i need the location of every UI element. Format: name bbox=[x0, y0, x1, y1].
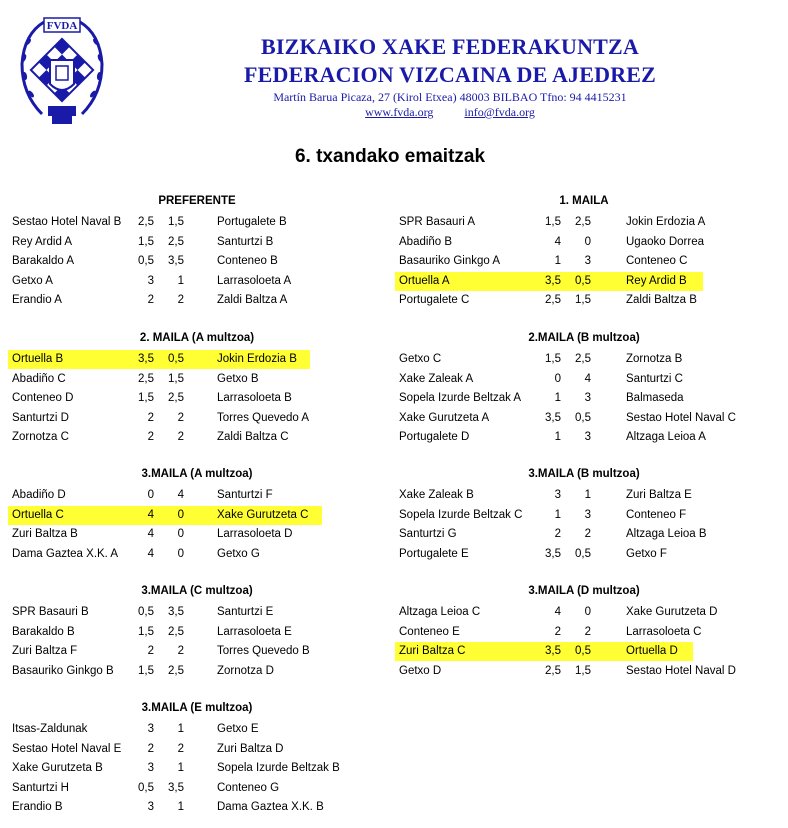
logo-text: FVDA bbox=[46, 20, 78, 32]
home-score: 2 bbox=[147, 431, 154, 443]
match-row bbox=[395, 545, 743, 564]
home-score: 0 bbox=[147, 489, 154, 501]
home-team: Ortuella A bbox=[399, 274, 450, 287]
away-team: Larrasoloeta E bbox=[217, 625, 292, 638]
home-score: 3 bbox=[147, 801, 154, 813]
away-team: Santurtzi F bbox=[217, 489, 273, 501]
home-score: 4 bbox=[554, 606, 561, 618]
away-score: 1 bbox=[177, 723, 184, 735]
match-row bbox=[8, 486, 322, 505]
away-team: Zornotza B bbox=[626, 353, 683, 365]
match-row bbox=[395, 409, 743, 428]
away-score: 0 bbox=[177, 508, 184, 521]
group-title: 3.MAILA (D multzoa) bbox=[528, 585, 640, 597]
away-score: 3,5 bbox=[168, 255, 184, 267]
home-team: Conteneo D bbox=[12, 392, 74, 404]
home-team: Xake Gurutzeta B bbox=[12, 762, 103, 774]
away-team: Santurtzi B bbox=[217, 235, 274, 248]
match-row bbox=[8, 740, 338, 759]
home-team: Erandio A bbox=[12, 294, 62, 306]
home-team: Altzaga Leioa C bbox=[399, 606, 481, 618]
away-score: 3 bbox=[584, 431, 591, 443]
group-title: 1. MAILA bbox=[559, 195, 609, 207]
home-score: 1,5 bbox=[545, 216, 561, 228]
match-row bbox=[8, 506, 322, 525]
away-team: Sestao Hotel Naval C bbox=[626, 411, 736, 424]
match-row bbox=[8, 798, 338, 817]
group-title: 2.MAILA (B multzoa) bbox=[528, 332, 640, 344]
email-link[interactable]: info@fvda.org bbox=[464, 105, 535, 119]
away-team: Balmaseda bbox=[626, 392, 684, 404]
home-team: Portugalete E bbox=[399, 547, 469, 560]
home-team: Barakaldo B bbox=[12, 625, 75, 638]
away-score: 2 bbox=[177, 742, 184, 755]
match-row bbox=[395, 506, 743, 525]
group-title: PREFERENTE bbox=[158, 195, 236, 207]
away-team: Sestao Hotel Naval D bbox=[626, 664, 736, 677]
home-team: Abadiño B bbox=[399, 235, 453, 248]
home-team: Zuri Baltza F bbox=[12, 645, 78, 657]
away-team: Conteneo C bbox=[626, 255, 688, 267]
away-score: 2,5 bbox=[168, 235, 184, 248]
match-row bbox=[8, 252, 308, 271]
home-score: 2,5 bbox=[545, 664, 561, 677]
away-score: 3,5 bbox=[168, 781, 184, 794]
away-score: 2 bbox=[177, 645, 184, 657]
match-row bbox=[395, 662, 736, 681]
match-row bbox=[8, 370, 310, 389]
away-score: 2,5 bbox=[168, 392, 184, 404]
home-score: 3,5 bbox=[545, 547, 561, 560]
away-team: Jokin Erdozia B bbox=[217, 353, 297, 365]
away-team: Zaldi Baltza C bbox=[217, 431, 289, 443]
match-row bbox=[8, 603, 338, 622]
away-score: 3 bbox=[584, 255, 591, 267]
home-team: Xake Zaleak A bbox=[399, 372, 474, 385]
website-link[interactable]: www.fvda.org bbox=[365, 105, 434, 119]
match-row bbox=[8, 525, 322, 544]
away-score: 3,5 bbox=[168, 606, 184, 618]
home-team: Zuri Baltza B bbox=[12, 528, 78, 540]
home-team: Getxo D bbox=[399, 664, 442, 677]
match-row bbox=[8, 623, 338, 642]
home-score: 3,5 bbox=[545, 274, 561, 287]
away-team: Altzaga Leioa A bbox=[626, 431, 706, 443]
away-score: 4 bbox=[584, 372, 591, 385]
away-team: Larrasoloeta A bbox=[217, 274, 292, 287]
match-row bbox=[395, 603, 718, 622]
away-team: Conteneo B bbox=[217, 255, 278, 267]
away-team: Getxo G bbox=[217, 547, 260, 560]
match-row bbox=[395, 642, 693, 661]
match-row bbox=[395, 428, 743, 447]
home-team: Basauriko Ginkgo A bbox=[399, 255, 501, 267]
away-team: Rey Ardid B bbox=[626, 274, 687, 287]
away-score: 0,5 bbox=[575, 547, 591, 560]
group-title: 3.MAILA (B multzoa) bbox=[528, 468, 640, 480]
away-team: Santurtzi E bbox=[217, 606, 274, 618]
match-row bbox=[8, 272, 308, 291]
away-score: 1 bbox=[584, 489, 591, 501]
away-team: Conteneo F bbox=[626, 508, 687, 521]
home-team: Xake Zaleak B bbox=[399, 489, 474, 501]
home-team: Erandio B bbox=[12, 801, 63, 813]
match-row bbox=[8, 428, 310, 447]
away-team: Larrasoloeta D bbox=[217, 528, 293, 540]
away-score: 3 bbox=[584, 508, 591, 521]
away-score: 2 bbox=[584, 625, 591, 638]
home-team: Ortuella B bbox=[12, 353, 64, 365]
away-team: Ortuella D bbox=[626, 645, 678, 657]
home-team: Sestao Hotel Naval E bbox=[12, 742, 122, 755]
away-score: 0 bbox=[584, 606, 591, 618]
home-score: 4 bbox=[554, 235, 561, 248]
home-score: 4 bbox=[147, 508, 154, 521]
home-team: Barakaldo A bbox=[12, 255, 75, 267]
home-team: Portugalete C bbox=[399, 294, 470, 306]
match-row bbox=[395, 486, 743, 505]
away-score: 2 bbox=[177, 294, 184, 306]
home-team: Getxo A bbox=[12, 274, 53, 287]
away-team: Torres Quevedo A bbox=[217, 411, 310, 424]
home-team: Abadiño C bbox=[12, 372, 66, 385]
match-row bbox=[8, 213, 308, 232]
home-score: 3,5 bbox=[545, 645, 561, 657]
match-row bbox=[395, 623, 702, 642]
home-score: 0,5 bbox=[138, 606, 154, 618]
group-title: 2. MAILA (A multzoa) bbox=[139, 332, 255, 344]
home-team: Dama Gaztea X.K. A bbox=[12, 547, 119, 560]
contact-links bbox=[200, 105, 700, 120]
match-row bbox=[395, 252, 703, 271]
home-team: Sestao Hotel Naval B bbox=[12, 216, 122, 228]
match-row bbox=[8, 545, 322, 564]
home-score: 1,5 bbox=[138, 392, 154, 404]
fvda-logo bbox=[14, 14, 110, 130]
home-score: 2,5 bbox=[545, 294, 561, 306]
home-score: 2 bbox=[554, 625, 561, 638]
home-score: 2 bbox=[147, 294, 154, 306]
home-score: 2 bbox=[147, 742, 154, 755]
home-team: Xake Gurutzeta A bbox=[399, 411, 490, 424]
match-row bbox=[395, 213, 706, 232]
away-team: Ugaoko Dorrea bbox=[626, 235, 704, 248]
away-team: Zaldi Baltza B bbox=[626, 294, 697, 306]
away-score: 4 bbox=[177, 489, 184, 501]
home-team: Santurtzi H bbox=[12, 781, 69, 794]
home-score: 2,5 bbox=[138, 372, 154, 385]
away-score: 0,5 bbox=[575, 411, 591, 424]
match-row bbox=[8, 350, 310, 369]
away-team: Portugalete B bbox=[217, 216, 287, 228]
away-score: 2 bbox=[177, 411, 184, 424]
away-score: 0 bbox=[177, 528, 184, 540]
home-score: 2 bbox=[147, 411, 154, 424]
home-team: Getxo C bbox=[399, 353, 442, 365]
home-team: Sopela Izurde Beltzak A bbox=[399, 392, 522, 404]
home-team: SPR Basauri B bbox=[12, 606, 89, 618]
away-team: Sopela Izurde Beltzak B bbox=[217, 762, 340, 774]
home-score: 1 bbox=[554, 392, 561, 404]
away-team: Larrasoloeta C bbox=[626, 625, 702, 638]
away-score: 1,5 bbox=[575, 294, 591, 306]
home-team: Zuri Baltza C bbox=[399, 645, 466, 657]
away-team: Zaldi Baltza A bbox=[217, 294, 288, 306]
match-row bbox=[395, 291, 703, 310]
away-score: 0 bbox=[584, 235, 591, 248]
away-team: Zuri Baltza D bbox=[217, 742, 284, 755]
home-score: 4 bbox=[147, 528, 154, 540]
home-score: 1 bbox=[554, 255, 561, 267]
away-team: Jokin Erdozia A bbox=[626, 216, 706, 228]
away-score: 1 bbox=[177, 801, 184, 813]
away-score: 1 bbox=[177, 762, 184, 774]
home-team: Conteneo E bbox=[399, 625, 460, 638]
home-score: 2,5 bbox=[138, 216, 154, 228]
away-score: 2,5 bbox=[168, 625, 184, 638]
home-score: 1 bbox=[554, 508, 561, 521]
home-score: 3 bbox=[554, 489, 561, 501]
home-score: 1,5 bbox=[138, 625, 154, 638]
home-score: 0 bbox=[554, 372, 561, 385]
match-row bbox=[8, 642, 338, 661]
match-row bbox=[395, 389, 743, 408]
away-score: 1 bbox=[177, 274, 184, 287]
match-row bbox=[395, 272, 703, 291]
match-row bbox=[8, 389, 310, 408]
home-team: SPR Basauri A bbox=[399, 216, 476, 228]
match-row bbox=[8, 291, 308, 310]
home-score: 0,5 bbox=[138, 781, 154, 794]
home-team: Abadiño D bbox=[12, 489, 66, 501]
away-score: 0 bbox=[177, 547, 184, 560]
home-score: 3 bbox=[147, 762, 154, 774]
home-score: 3 bbox=[147, 274, 154, 287]
away-team: Santurtzi C bbox=[626, 372, 683, 385]
home-score: 2 bbox=[554, 528, 561, 540]
home-score: 1 bbox=[554, 431, 561, 443]
match-row bbox=[395, 350, 743, 369]
home-team: Santurtzi D bbox=[12, 411, 69, 424]
home-score: 0,5 bbox=[138, 255, 154, 267]
away-score: 1,5 bbox=[168, 372, 184, 385]
home-score: 3,5 bbox=[138, 353, 154, 365]
federation-name-basque: BIZKAIKO XAKE FEDERAKUNTZA bbox=[260, 34, 640, 59]
away-score: 0,5 bbox=[168, 353, 184, 365]
home-team: Basauriko Ginkgo B bbox=[12, 664, 114, 677]
match-row bbox=[8, 779, 338, 798]
home-score: 3,5 bbox=[545, 411, 561, 424]
group-title: 3.MAILA (A multzoa) bbox=[141, 468, 253, 480]
away-score: 0,5 bbox=[575, 645, 591, 657]
away-score: 1,5 bbox=[575, 664, 591, 677]
away-team: Zuri Baltza E bbox=[626, 489, 692, 501]
group-title: 3.MAILA (E multzoa) bbox=[141, 702, 253, 714]
group-title: 3.MAILA (C multzoa) bbox=[141, 585, 253, 597]
match-row bbox=[395, 525, 743, 544]
away-team: Zornotza D bbox=[217, 664, 274, 677]
home-team: Rey Ardid A bbox=[12, 235, 73, 248]
home-team: Itsas-Zaldunak bbox=[12, 723, 88, 735]
away-team: Xake Gurutzeta C bbox=[217, 508, 309, 521]
away-team: Torres Quevedo B bbox=[217, 645, 310, 657]
home-team: Portugalete D bbox=[399, 431, 470, 443]
away-score: 2,5 bbox=[575, 353, 591, 365]
home-team: Santurtzi G bbox=[399, 528, 457, 540]
home-score: 1,5 bbox=[138, 235, 154, 248]
page-title: 6. txandako emaitzak bbox=[294, 146, 486, 167]
match-row bbox=[395, 233, 703, 252]
home-team: Zornotza C bbox=[12, 431, 69, 443]
away-team: Larrasoloeta B bbox=[217, 392, 292, 404]
home-score: 3 bbox=[147, 723, 154, 735]
away-score: 2,5 bbox=[168, 664, 184, 677]
federation-address: Martín Barua Picaza, 27 (Kirol Etxea) 48003 BILBAO Tfno: 94 4415231 bbox=[273, 90, 627, 104]
away-score: 1,5 bbox=[168, 216, 184, 228]
match-row bbox=[8, 409, 310, 428]
away-team: Dama Gaztea X.K. B bbox=[217, 801, 324, 813]
match-row bbox=[8, 233, 308, 252]
federation-name-spanish: FEDERACION VIZCAINA DE AJEDREZ bbox=[243, 62, 657, 87]
away-score: 2 bbox=[177, 431, 184, 443]
away-score: 3 bbox=[584, 392, 591, 404]
away-team: Getxo F bbox=[626, 547, 667, 560]
match-row bbox=[395, 370, 743, 389]
home-score: 4 bbox=[147, 547, 154, 560]
away-team: Getxo E bbox=[217, 723, 259, 735]
match-row bbox=[8, 662, 338, 681]
away-score: 2,5 bbox=[575, 216, 591, 228]
home-team: Ortuella C bbox=[12, 508, 64, 521]
home-score: 1,5 bbox=[138, 664, 154, 677]
home-team: Sopela Izurde Beltzak C bbox=[399, 508, 523, 521]
home-score: 2 bbox=[147, 645, 154, 657]
match-row bbox=[8, 720, 338, 739]
away-team: Altzaga Leioa B bbox=[626, 528, 707, 540]
home-score: 1,5 bbox=[545, 353, 561, 365]
away-team: Conteneo G bbox=[217, 781, 280, 794]
match-row bbox=[8, 759, 338, 778]
away-team: Xake Gurutzeta D bbox=[626, 606, 718, 618]
away-score: 0,5 bbox=[575, 274, 591, 287]
away-score: 2 bbox=[584, 528, 591, 540]
away-team: Getxo B bbox=[217, 372, 259, 385]
